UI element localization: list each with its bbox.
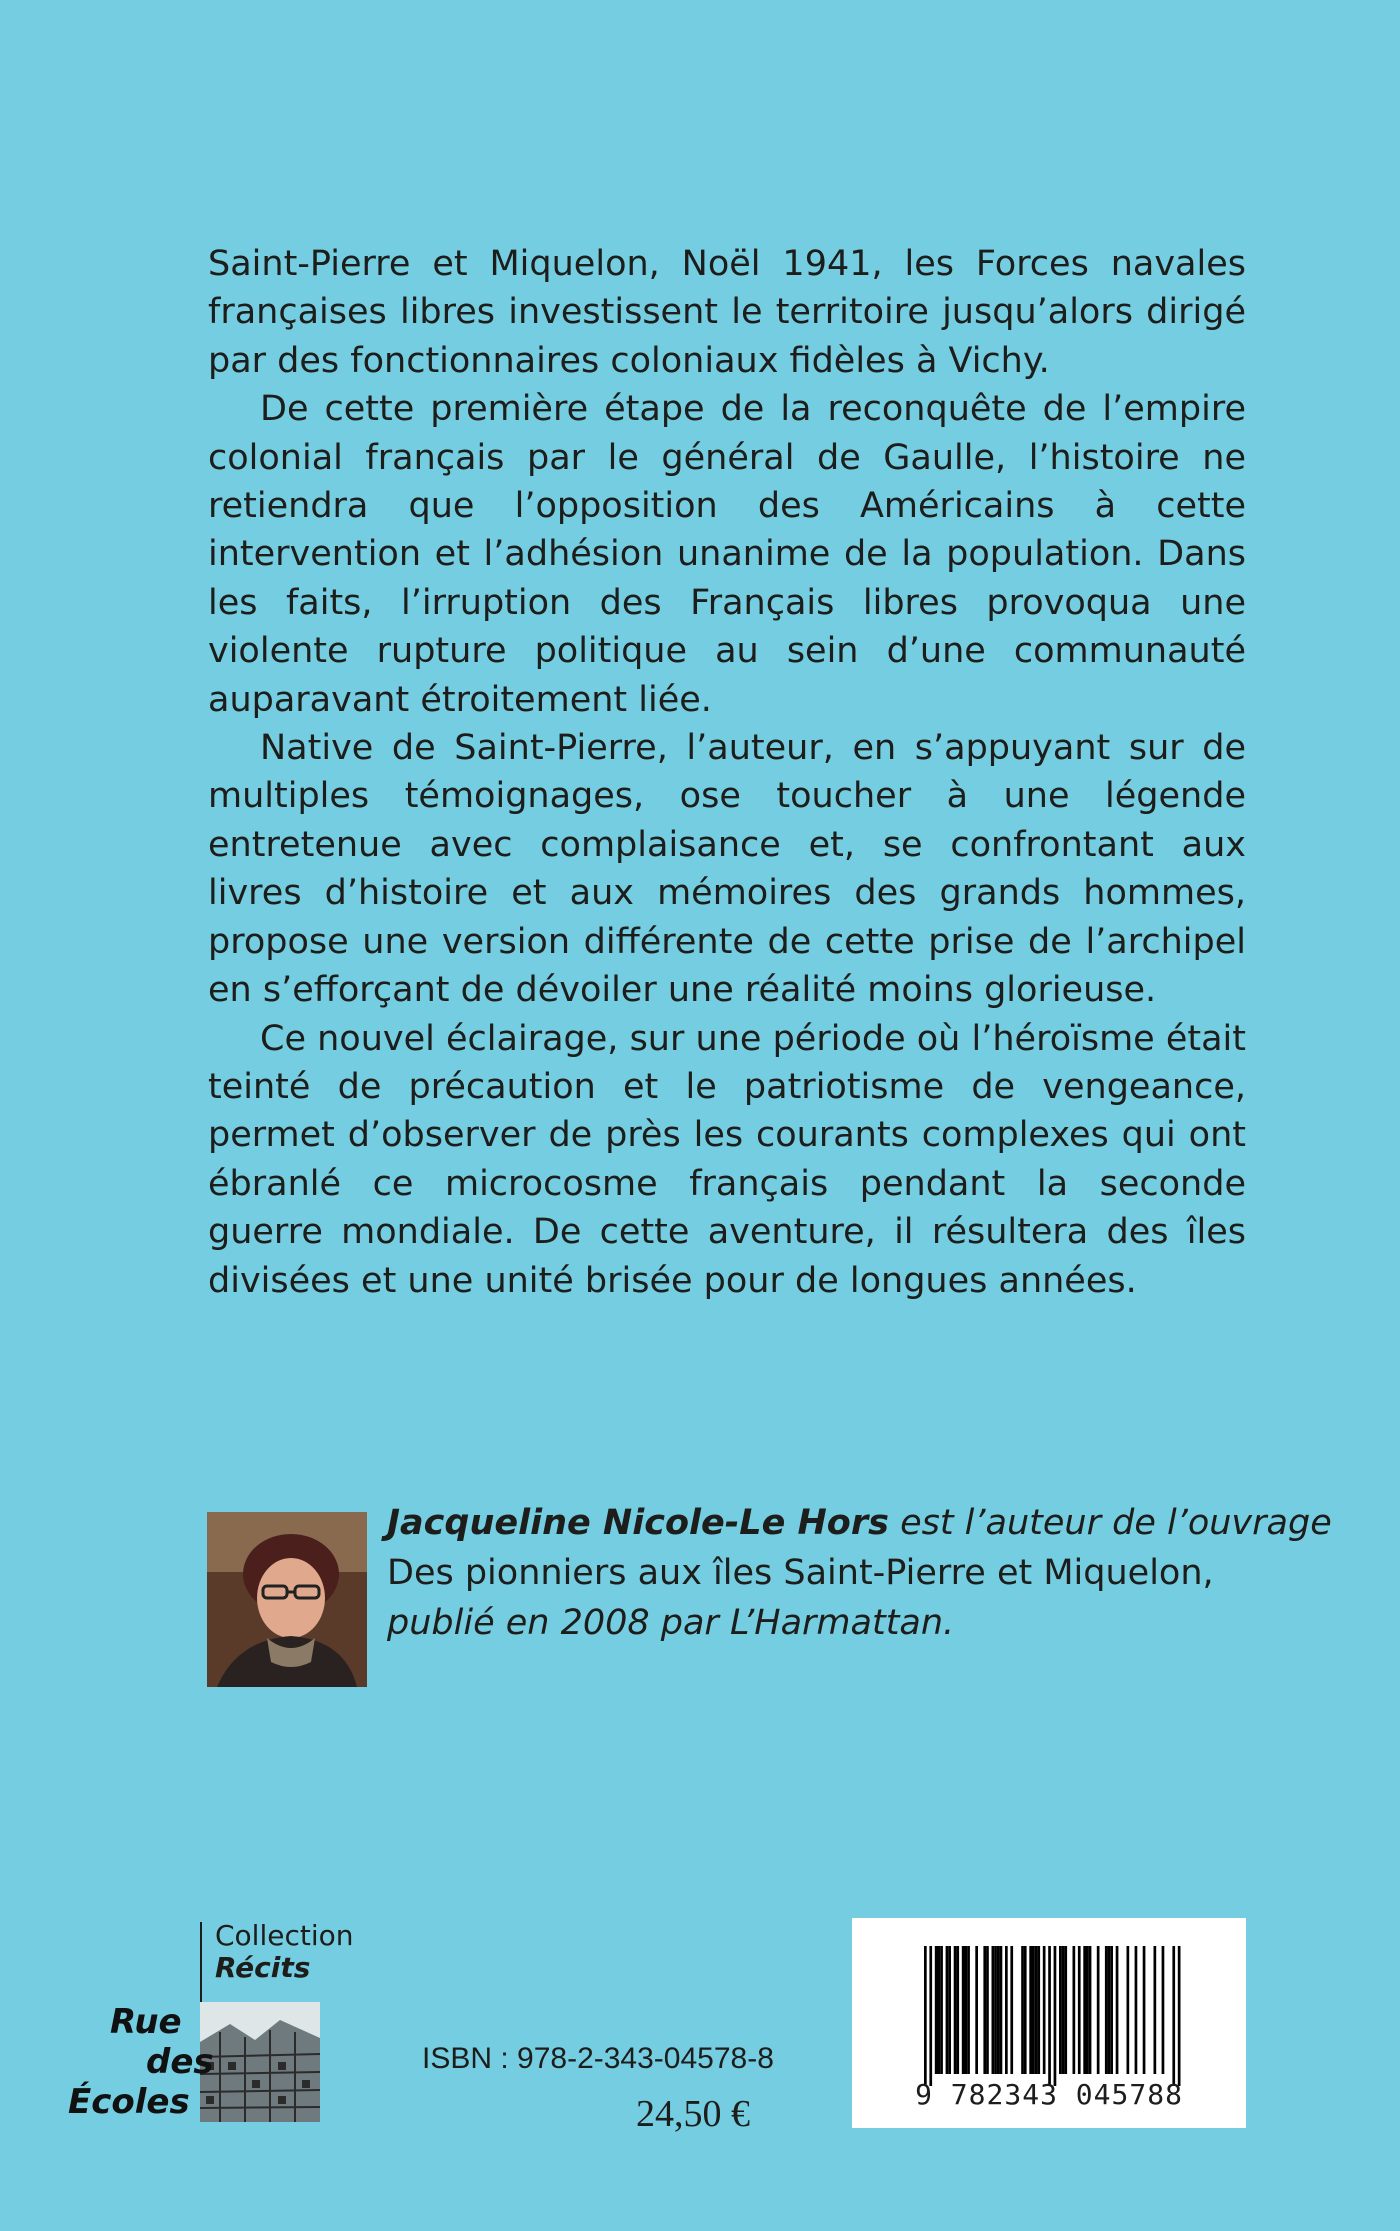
barcode-bar-0 [924,1946,927,2086]
collection-label-block [215,1920,354,1984]
barcode-bar-22 [1024,1946,1027,2074]
barcode-bar-10 [965,1946,968,2074]
collection-name: Récits [215,1951,311,1984]
blurb-paragraph-4: Ce nouvel éclairage, sur une période où l’héroïsme était teinté de précaution et le patriotisme de vengeance, permet d’observer de près les courants complexes qui ont ébranlé ce microcosme français pendant la seconde guerre mondiale. De cette aventure, il résultera des îles divisées et une unité brisée pour de longues années. [208,1018,1246,1301]
author-bio-line-1 [387,1498,1332,1548]
blurb-paragraph-1: Saint-Pierre et Miquelon, Noël 1941, les Forces navales françaises libres investissent le territoire jusqu’alors dirigé par des fonctionnaires coloniaux fidèles à Vichy. [208,244,1246,381]
barcode-bar-3 [938,1946,941,2074]
barcode-bar-9 [962,1946,965,2074]
barcode-bar-27 [1043,1946,1046,2074]
barcode-bar-17 [997,1946,1000,2074]
barcode-bar-42 [1116,1946,1119,2074]
barcode-number: 9 782343 045788 [915,2078,1183,2111]
author-book-title: Des pionniers aux îles Saint-Pierre et Miquelon, [387,1553,1214,1593]
barcode-bar-49 [1178,1946,1181,2086]
barcode-bar-44 [1135,1946,1138,2074]
barcode-bar-39 [1105,1946,1108,2074]
barcode-bar-45 [1143,1946,1146,2074]
collection-label: Collection [215,1919,354,1952]
barcode-bar-1 [929,1946,932,2086]
back-cover-blurb [208,240,1246,1305]
barcode-bar-13 [983,1946,986,2074]
blurb-paragraph-2: De cette première étape de la reconquête de l’empire colonial français par le général de Gaulle, l’histoire ne retiendra que l’opposition des Américains à cette intervention et l’adhésion unanime de la population. Dans les faits, l’irruption des Français libres provoqua une violente rupture politique au sein d’une communauté auparavant étroitement liée. [208,389,1246,720]
barcode-bar-28 [1048,1946,1051,2086]
barcode-bar-29 [1054,1946,1057,2086]
barcode-bar-40 [1108,1946,1111,2074]
barcode-bar-47 [1162,1946,1165,2074]
barcode-bar-48 [1172,1946,1175,2086]
author-portrait-image [207,1512,367,1687]
author-intro: est l’auteur de l’ouvrage [888,1503,1332,1543]
publisher-logo-image [200,2002,320,2122]
barcode-bar-30 [1059,1946,1062,2074]
isbn: ISBN : 978-2-343-04578-8 [422,2042,774,2075]
barcode-bar-12 [975,1946,978,2074]
barcode-bar-7 [954,1946,957,2074]
barcode-bar-21 [1021,1946,1024,2074]
barcode-bar-4 [940,1946,943,2074]
barcode-bar-33 [1073,1946,1076,2074]
barcode-bar-38 [1097,1946,1100,2074]
barcode-bar-34 [1078,1946,1081,2074]
logo-word-rue: Rue [110,2002,182,2042]
price: 24,50 € [636,2093,750,2135]
barcode-bar-20 [1010,1946,1013,2074]
author-bio [387,1498,1332,1648]
blurb-paragraph-3: Native de Saint-Pierre, l’auteur, en s’appuyant sur de multiples témoignages, ose toucher à une légende entretenue avec complaisance et, se confrontant aux livres d’histoire et aux mémoires des grands hommes, propose une version différente de cette prise de l’archipel en s’efforçant de dévoiler une réalité moins glorieuse. [208,728,1246,1011]
barcode-bar-24 [1032,1946,1035,2074]
barcode-panel [852,1918,1246,2128]
author-publication: publié en 2008 par L’Harmattan. [387,1603,955,1643]
barcode-bar-2 [935,1946,938,2074]
barcode-bar-46 [1154,1946,1157,2074]
barcode-bar-11 [967,1946,970,2074]
barcode-bar-25 [1035,1946,1038,2074]
barcode-bar-36 [1086,1946,1089,2074]
logo-word-des: des [146,2042,214,2082]
barcode-bar-19 [1005,1946,1008,2074]
barcode-bar-37 [1089,1946,1092,2074]
barcode-bar-8 [956,1946,959,2074]
barcode-bar-5 [946,1946,949,2074]
barcode-bar-15 [992,1946,995,2074]
barcode-bar-41 [1110,1946,1113,2074]
barcode-bar-14 [986,1946,989,2074]
barcode-bar-35 [1083,1946,1086,2074]
barcode-bar-31 [1062,1946,1065,2074]
barcode-bar-32 [1064,1946,1067,2074]
barcode-bar-23 [1029,1946,1032,2074]
barcode-bar-26 [1037,1946,1040,2074]
barcode-bar-16 [994,1946,997,2074]
barcode-bar-43 [1127,1946,1130,2074]
author-photo [207,1512,367,1687]
barcode-bar-18 [1000,1946,1003,2074]
barcode-bar-6 [948,1946,951,2074]
author-name: Jacqueline Nicole-Le Hors [387,1503,889,1543]
logo-word-ecoles: Écoles [68,2082,190,2122]
